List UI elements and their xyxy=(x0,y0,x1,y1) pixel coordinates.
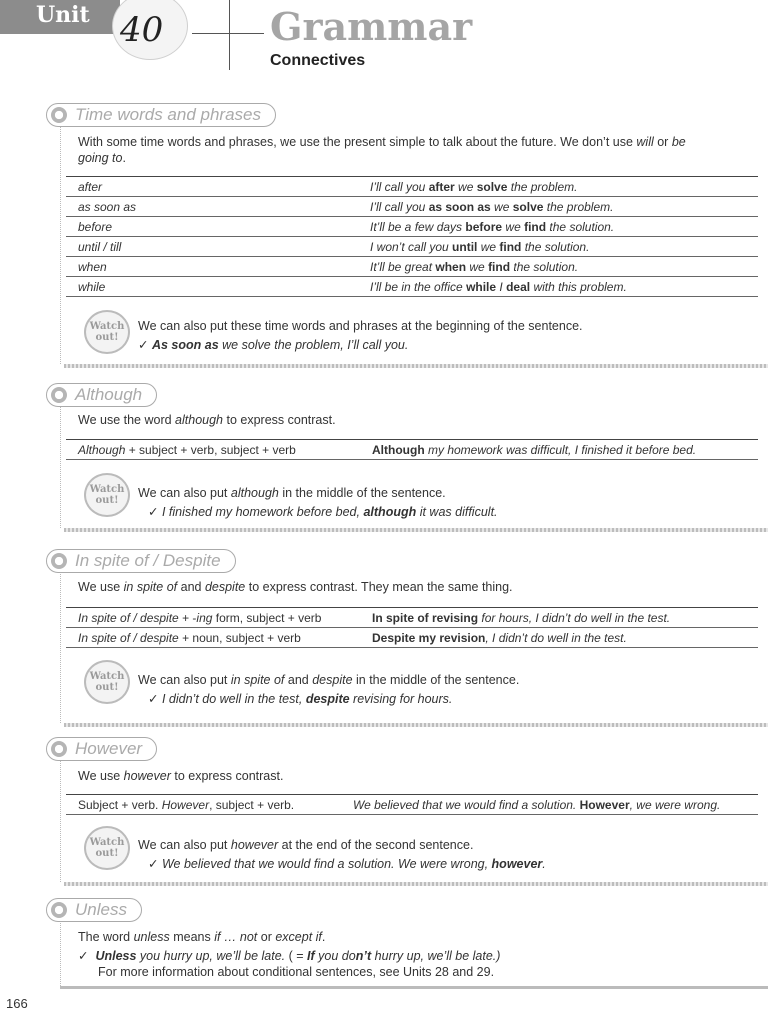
page-title: Grammar xyxy=(270,4,473,49)
section-intro: We use in spite of and despite to express contrast. They mean the same thing. xyxy=(78,580,513,594)
usage-table xyxy=(66,176,758,297)
watch-out-text: We can also put however at the end of the second sentence. ✓ We believed that we would find a solution. We were wrong, however. xyxy=(138,838,546,871)
table-row: Subject + verb. However, subject + verb. We believed that we would find a solution. However, we were wrong. xyxy=(66,795,758,815)
section-divider xyxy=(64,723,768,727)
watch-out-badge: Watch out! xyxy=(84,660,130,704)
bullet-icon xyxy=(51,387,67,403)
section-title-time-words: Time words and phrases xyxy=(46,103,276,127)
section-title-unless: Unless xyxy=(46,898,142,922)
bullet-icon xyxy=(51,553,67,569)
header-divider-vertical xyxy=(229,0,230,70)
bullet-icon xyxy=(51,902,67,918)
section-divider xyxy=(64,528,768,532)
table-row: after I’ll call you after we solve the problem. xyxy=(66,177,758,197)
usage-table xyxy=(66,794,758,815)
check-icon: ✓ xyxy=(148,857,159,871)
check-icon: ✓ xyxy=(148,692,159,706)
watch-out-badge: Watch out! xyxy=(84,826,130,870)
page-subtitle: Connectives xyxy=(270,52,366,69)
unit-number: 40 xyxy=(120,10,164,50)
section-divider xyxy=(64,364,768,368)
check-icon: ✓ xyxy=(138,338,149,352)
table-row: while I’ll be in the office while I deal with this problem. xyxy=(66,277,758,297)
section-intro: We use the word although to express contrast. xyxy=(78,413,336,427)
section-intro: We use however to express contrast. xyxy=(78,769,284,783)
section-intro: With some time words and phrases, we use the present simple to talk about the future. We don’t use will or be going to. xyxy=(78,135,686,165)
check-icon: ✓ xyxy=(78,949,89,963)
section-title-however: However xyxy=(46,737,157,761)
section-divider xyxy=(60,986,768,989)
bullet-icon xyxy=(51,107,67,123)
section-intro: The word unless means if … not or except if. xyxy=(78,930,326,944)
table-row: In spite of / despite + noun, subject + verb Despite my revision, I didn’t do well in the test. xyxy=(66,628,758,648)
table-row: In spite of / despite + -ing form, subject + verb In spite of revising for hours, I didn’t do well in the test. xyxy=(66,608,758,628)
watch-out-text: We can also put these time words and phrases at the beginning of the sentence. ✓ As soon as we solve the problem, I’ll call you. xyxy=(138,319,583,352)
watch-out-badge: Watch out! xyxy=(84,310,130,354)
table-row: as soon as I’ll call you as soon as we solve the problem. xyxy=(66,197,758,217)
section-title-in-spite-of: In spite of / Despite xyxy=(46,549,236,573)
section-divider xyxy=(64,882,768,886)
table-row: before It’ll be a few days before we find the solution. xyxy=(66,217,758,237)
header-divider-horizontal xyxy=(192,33,264,34)
unit-label: Unit xyxy=(36,2,90,28)
unless-example: ✓ Unless you hurry up, we’ll be late. ( = If you don’t hurry up, we’ll be late.) For more information about conditional sentences, see Units 28 and 29. xyxy=(78,949,501,979)
page-number: 166 xyxy=(6,996,28,1011)
check-icon: ✓ xyxy=(148,505,159,519)
usage-table xyxy=(66,439,758,460)
watch-out-badge: Watch out! xyxy=(84,473,130,517)
watch-out-text: We can also put although in the middle of the sentence. ✓ I finished my homework before bed, although it was difficult. xyxy=(138,486,498,519)
table-row: when It’ll be great when we find the solution. xyxy=(66,257,758,277)
watch-out-text: We can also put in spite of and despite in the middle of the sentence. ✓ I didn’t do well in the test, despite revising for hours. xyxy=(138,673,520,706)
table-row: until / till I won’t call you until we find the solution. xyxy=(66,237,758,257)
section-title-although: Although xyxy=(46,383,157,407)
table-row: Although + subject + verb, subject + verb Although my homework was difficult, I finished it before bed. xyxy=(66,440,758,460)
usage-table xyxy=(66,607,758,648)
bullet-icon xyxy=(51,741,67,757)
